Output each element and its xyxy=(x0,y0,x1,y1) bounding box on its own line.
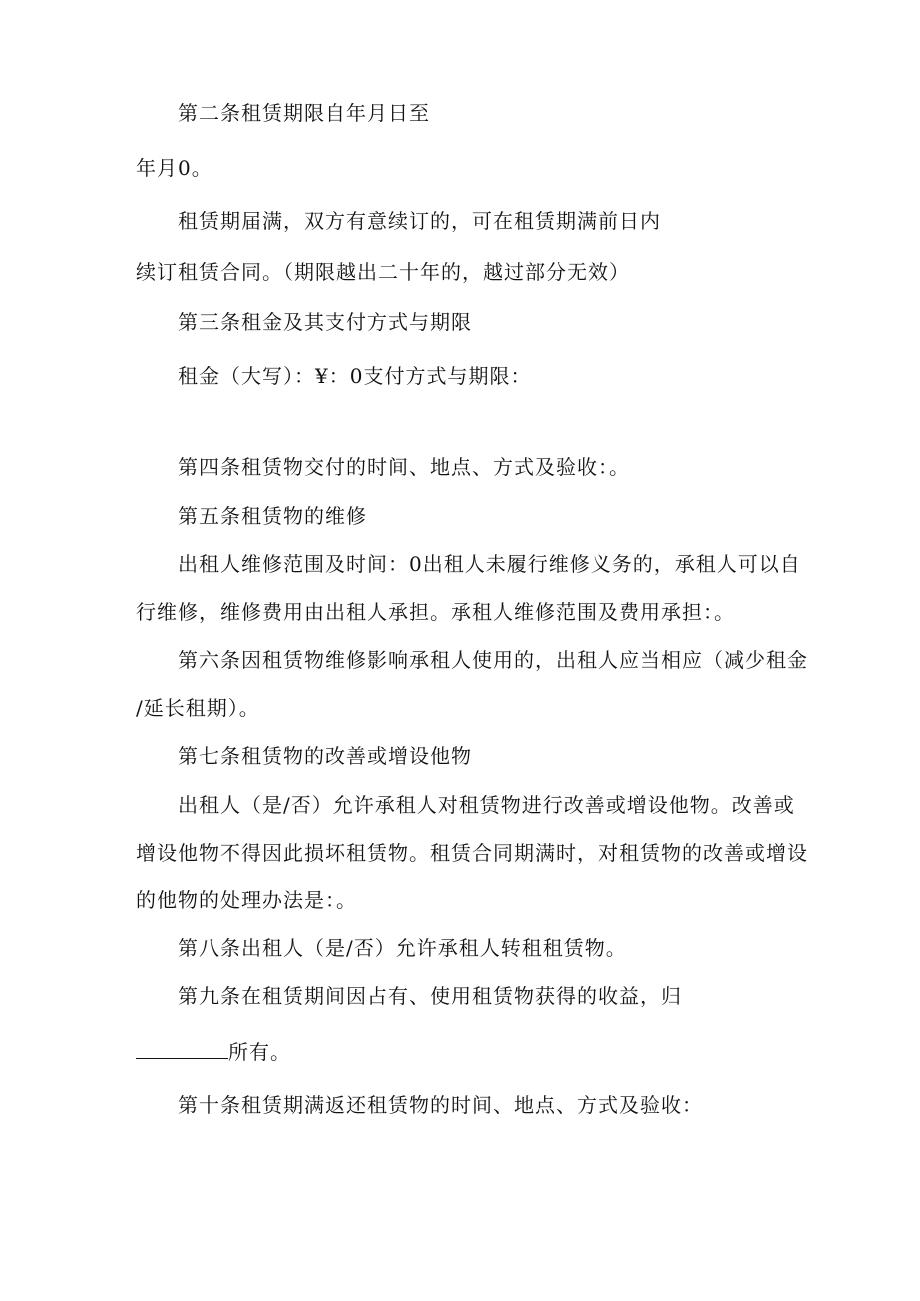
clause-9-line-1: 第九条在租赁期间因占有、使用租赁物获得的收益，归 xyxy=(178,984,682,1008)
improvement-paragraph-2: 增设他物不得因此损坏租赁物。租赁合同期满时，对租赁物的改善或增设 xyxy=(136,841,808,865)
repair-paragraph-2: 行维修，维修费用由出租人承担。承租人维修范围及费用承担：。 xyxy=(136,600,735,624)
renewal-paragraph-1: 租赁期届满，双方有意续订的，可在租赁期满前日内 xyxy=(178,209,661,233)
clause-2-term: 第二条租赁期限自年月日至 xyxy=(178,101,430,125)
improvement-paragraph-3: 的他物的处理办法是：。 xyxy=(136,888,357,912)
clause-9-line-2 xyxy=(136,1038,291,1066)
clause-2-term-end: 年月0。 xyxy=(136,156,213,180)
clause-5-heading: 第五条租赁物的维修 xyxy=(178,504,367,528)
rent-amount-line: 租金（大写）：¥：0支付方式与期限： xyxy=(178,364,532,388)
clause-9-ending: 所有。 xyxy=(228,1040,291,1064)
clause-8: 第八条出租人（是/否）允许承租人转租租赁物。 xyxy=(178,936,627,960)
clause-6-line-1: 第六条因租赁物维修影响承租人使用的，出租人应当相应（减少租金 xyxy=(178,648,808,672)
fill-in-blank xyxy=(136,1038,228,1059)
improvement-paragraph-1: 出租人（是/否）允许承租人对租赁物进行改善或增设他物。改善或 xyxy=(178,793,795,817)
repair-paragraph-1: 出租人维修范围及时间：0出租人未履行维修义务的，承租人可以自 xyxy=(178,552,801,576)
renewal-paragraph-2: 续订租赁合同。（期限越出二十年的，越过部分无效） xyxy=(136,260,630,284)
clause-10: 第十条租赁期满返还租赁物的时间、地点、方式及验收： xyxy=(178,1093,703,1117)
clause-3-heading: 第三条租金及其支付方式与期限 xyxy=(178,310,472,334)
clause-7-heading: 第七条租赁物的改善或增设他物 xyxy=(178,744,472,768)
clause-6-line-2: /延长租期）。 xyxy=(136,696,260,720)
clause-4: 第四条租赁物交付的时间、地点、方式及验收：。 xyxy=(178,455,630,479)
